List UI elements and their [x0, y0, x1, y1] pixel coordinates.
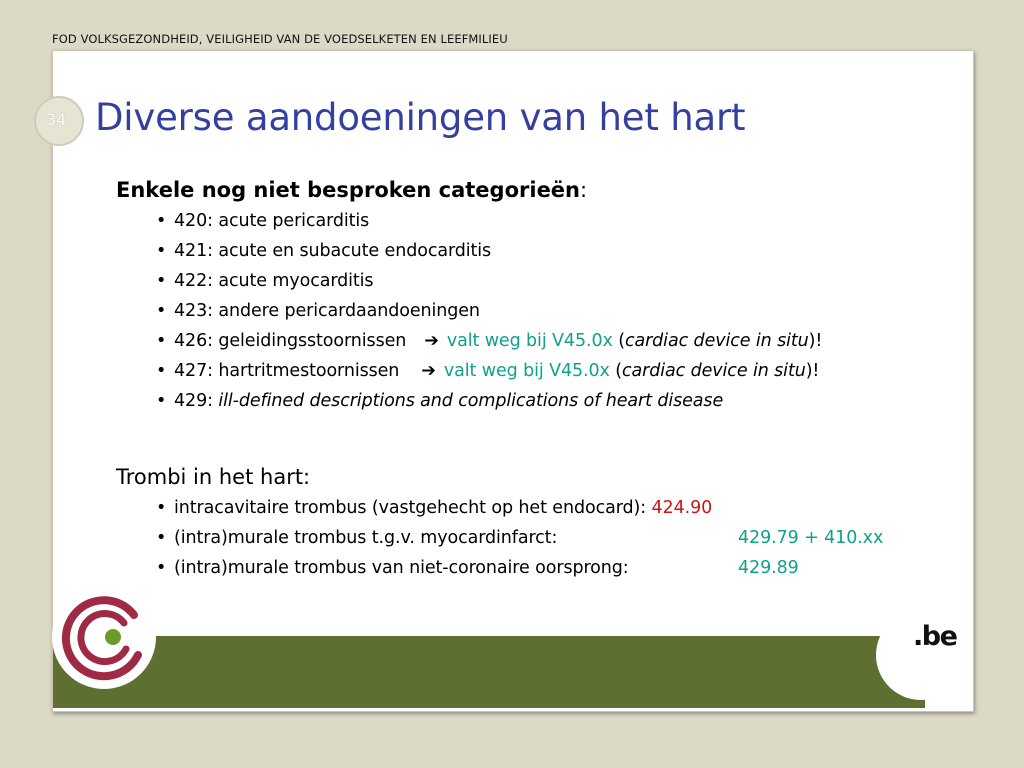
trombi-list	[116, 493, 883, 583]
organization-header: FOD VOLKSGEZONDHEID, VEILIGHEID VAN DE VOEDSELKETEN EN LEEFMILIEU	[52, 32, 508, 46]
list-item-text: 426: geleidingsstoornissen	[174, 331, 407, 351]
category-list	[116, 206, 822, 416]
list-item	[156, 206, 822, 236]
list-item	[156, 386, 822, 416]
list-item	[156, 266, 822, 296]
section-trombi	[116, 465, 883, 583]
section-categories-heading-colon: :	[580, 178, 588, 202]
bullet-icon: •	[156, 271, 167, 291]
list-item	[156, 493, 883, 523]
list-item-code: 429.89	[738, 558, 799, 578]
list-item-text: (intra)murale trombus t.g.v. myocardinfarct:	[174, 528, 558, 548]
paren-close: )!	[808, 331, 823, 351]
section-trombi-heading: Trombi in het hart:	[116, 465, 311, 489]
footer-band	[53, 636, 925, 708]
list-item-text: 427: hartritmestoornissen	[174, 361, 400, 381]
bullet-icon: •	[156, 391, 167, 411]
arrow-right-icon: ➔	[424, 331, 439, 351]
slide-title: Diverse aandoeningen van het hart	[95, 96, 746, 139]
page-number: 34	[45, 110, 67, 129]
bullet-icon: •	[156, 361, 167, 381]
list-item	[156, 523, 883, 553]
list-item-italic: ill-defined descriptions and complications of heart disease	[218, 391, 724, 411]
list-item-text: 420: acute pericarditis	[174, 211, 370, 231]
bullet-icon: •	[156, 498, 167, 518]
bullet-icon: •	[156, 558, 167, 578]
list-item	[156, 296, 822, 326]
list-item	[156, 553, 883, 583]
be-logo-text: .be	[913, 621, 957, 652]
bullet-icon: •	[156, 301, 167, 321]
section-categories	[116, 178, 822, 416]
list-item-text: 423: andere pericardaandoeningen	[174, 301, 480, 321]
arrow-right-icon: ➔	[421, 361, 436, 381]
bullet-icon: •	[156, 241, 167, 261]
list-item-text: (intra)murale trombus van niet-coronaire oorsprong:	[174, 558, 629, 578]
list-item-text: intracavitaire trombus (vastgehecht op het endocard):	[174, 498, 647, 518]
list-item-note: valt weg bij V45.0x	[446, 331, 613, 351]
be-logo	[913, 621, 956, 652]
list-item-italic: cardiac device in situ	[621, 361, 806, 381]
section-categories-heading	[116, 178, 822, 202]
bullet-icon: •	[156, 211, 167, 231]
list-item-note: valt weg bij V45.0x	[443, 361, 610, 381]
paren-open: (	[618, 331, 625, 351]
paren-open: (	[615, 361, 622, 381]
list-item-code: 429:	[174, 391, 219, 411]
list-item	[156, 326, 822, 356]
bullet-icon: •	[156, 528, 167, 548]
list-item-code: 424.90	[651, 498, 713, 518]
list-item-code: 429.79 + 410.xx	[738, 528, 884, 548]
section-categories-heading-text: Enkele nog niet besproken categorieën	[116, 178, 580, 202]
list-item	[156, 236, 822, 266]
list-item-text: 421: acute en subacute endocarditis	[174, 241, 492, 261]
list-item-text: 422: acute myocarditis	[174, 271, 374, 291]
paren-close: )!	[805, 361, 820, 381]
list-item-italic: cardiac device in situ	[624, 331, 809, 351]
fod-logo-icon	[52, 585, 156, 689]
list-item	[156, 356, 822, 386]
bullet-icon: •	[156, 331, 167, 351]
